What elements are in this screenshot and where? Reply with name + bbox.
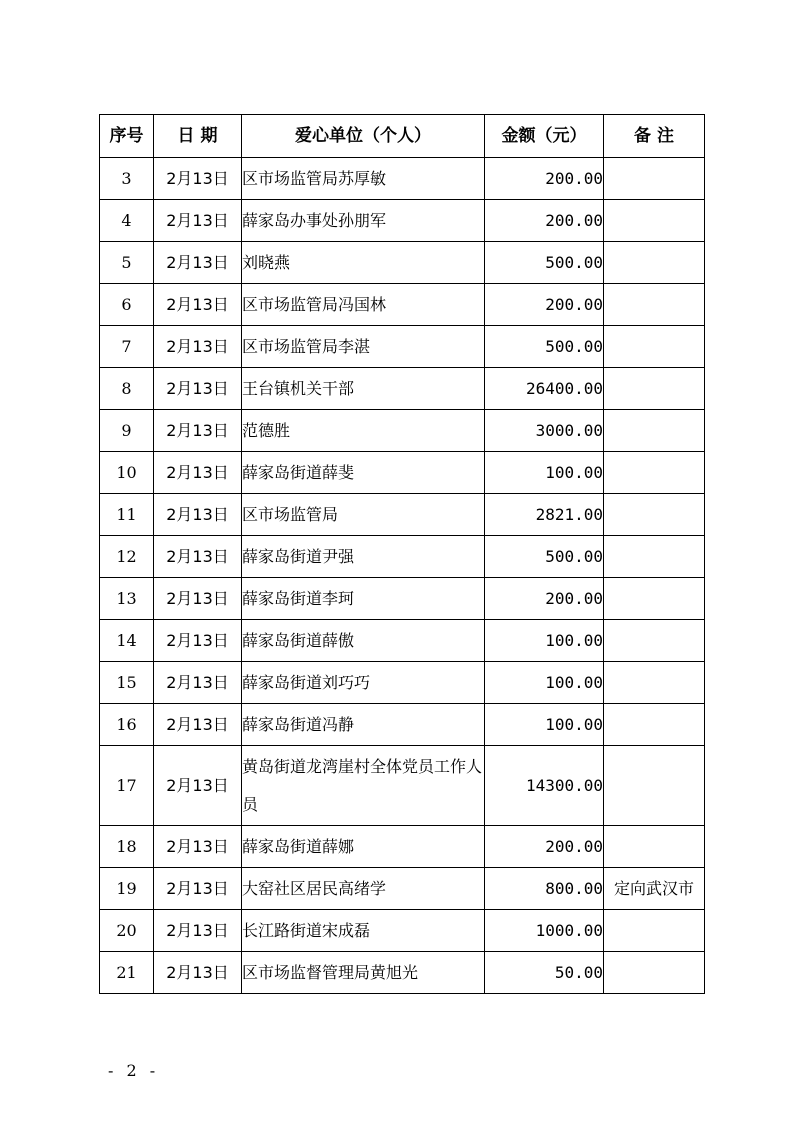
cell-amount: 50.00 bbox=[485, 952, 604, 994]
table-row bbox=[100, 704, 705, 746]
cell-no: 18 bbox=[100, 826, 154, 868]
cell-note bbox=[604, 578, 705, 620]
cell-unit: 区市场监管局苏厚敏 bbox=[242, 158, 485, 200]
cell-date: 2月13日 bbox=[154, 494, 242, 536]
table-row bbox=[100, 536, 705, 578]
cell-amount: 100.00 bbox=[485, 704, 604, 746]
table-row bbox=[100, 746, 705, 826]
cell-amount: 500.00 bbox=[485, 536, 604, 578]
cell-amount: 500.00 bbox=[485, 242, 604, 284]
cell-no: 13 bbox=[100, 578, 154, 620]
cell-date: 2月13日 bbox=[154, 200, 242, 242]
cell-date: 2月13日 bbox=[154, 410, 242, 452]
cell-note bbox=[604, 494, 705, 536]
cell-amount: 200.00 bbox=[485, 578, 604, 620]
table-row bbox=[100, 578, 705, 620]
cell-no: 16 bbox=[100, 704, 154, 746]
cell-unit: 刘晓燕 bbox=[242, 242, 485, 284]
cell-date: 2月13日 bbox=[154, 158, 242, 200]
cell-amount: 500.00 bbox=[485, 326, 604, 368]
cell-unit: 范德胜 bbox=[242, 410, 485, 452]
cell-unit: 长江路街道宋成磊 bbox=[242, 910, 485, 952]
cell-date: 2月13日 bbox=[154, 910, 242, 952]
table-row bbox=[100, 368, 705, 410]
cell-date: 2月13日 bbox=[154, 746, 242, 826]
cell-no: 14 bbox=[100, 620, 154, 662]
cell-note bbox=[604, 620, 705, 662]
table-row bbox=[100, 826, 705, 868]
cell-date: 2月13日 bbox=[154, 536, 242, 578]
cell-date: 2月13日 bbox=[154, 368, 242, 410]
cell-note bbox=[604, 326, 705, 368]
cell-no: 3 bbox=[100, 158, 154, 200]
cell-amount: 200.00 bbox=[485, 200, 604, 242]
cell-no: 12 bbox=[100, 536, 154, 578]
cell-amount: 100.00 bbox=[485, 662, 604, 704]
donation-table bbox=[99, 114, 705, 994]
table-row bbox=[100, 284, 705, 326]
cell-unit: 薛家岛街道薛娜 bbox=[242, 826, 485, 868]
cell-date: 2月13日 bbox=[154, 952, 242, 994]
cell-unit: 区市场监管局冯国林 bbox=[242, 284, 485, 326]
cell-note bbox=[604, 200, 705, 242]
table-row bbox=[100, 868, 705, 910]
cell-unit-text: 黄岛街道龙湾崖村全体党员工作人员 bbox=[242, 756, 483, 814]
cell-note bbox=[604, 536, 705, 578]
cell-amount: 100.00 bbox=[485, 452, 604, 494]
cell-amount: 26400.00 bbox=[485, 368, 604, 410]
cell-no: 19 bbox=[100, 868, 154, 910]
cell-unit: 区市场监管局李湛 bbox=[242, 326, 485, 368]
cell-note bbox=[604, 452, 705, 494]
cell-amount: 200.00 bbox=[485, 826, 604, 868]
cell-amount: 2821.00 bbox=[485, 494, 604, 536]
cell-unit: 薛家岛办事处孙朋军 bbox=[242, 200, 485, 242]
cell-note bbox=[604, 158, 705, 200]
cell-note bbox=[604, 704, 705, 746]
table-row bbox=[100, 494, 705, 536]
cell-date: 2月13日 bbox=[154, 578, 242, 620]
cell-unit: 王台镇机关干部 bbox=[242, 368, 485, 410]
cell-no: 5 bbox=[100, 242, 154, 284]
table-row bbox=[100, 952, 705, 994]
table-row bbox=[100, 242, 705, 284]
cell-note bbox=[604, 284, 705, 326]
cell-no: 4 bbox=[100, 200, 154, 242]
cell-unit: 薛家岛街道冯静 bbox=[242, 704, 485, 746]
table-row bbox=[100, 910, 705, 952]
header-no: 序号 bbox=[100, 115, 154, 158]
cell-amount: 200.00 bbox=[485, 158, 604, 200]
cell-no: 8 bbox=[100, 368, 154, 410]
table-row bbox=[100, 410, 705, 452]
cell-unit: 薛家岛街道刘巧巧 bbox=[242, 662, 485, 704]
cell-amount: 800.00 bbox=[485, 868, 604, 910]
cell-unit: 大窑社区居民高绪学 bbox=[242, 868, 485, 910]
cell-note bbox=[604, 410, 705, 452]
table-row bbox=[100, 158, 705, 200]
cell-no: 21 bbox=[100, 952, 154, 994]
table-row bbox=[100, 200, 705, 242]
cell-note bbox=[604, 242, 705, 284]
table-row bbox=[100, 452, 705, 494]
cell-date: 2月13日 bbox=[154, 326, 242, 368]
cell-no: 17 bbox=[100, 746, 154, 826]
cell-date: 2月13日 bbox=[154, 868, 242, 910]
header-note: 备 注 bbox=[604, 115, 705, 158]
cell-note bbox=[604, 662, 705, 704]
cell-note: 定向武汉市 bbox=[604, 868, 705, 910]
cell-amount: 3000.00 bbox=[485, 410, 604, 452]
cell-no: 6 bbox=[100, 284, 154, 326]
cell-amount: 200.00 bbox=[485, 284, 604, 326]
cell-note bbox=[604, 826, 705, 868]
cell-unit: 区市场监管局 bbox=[242, 494, 485, 536]
cell-note bbox=[604, 368, 705, 410]
cell-no: 10 bbox=[100, 452, 154, 494]
table-row bbox=[100, 620, 705, 662]
cell-date: 2月13日 bbox=[154, 662, 242, 704]
header-unit: 爱心单位（个人） bbox=[242, 115, 485, 158]
cell-no: 11 bbox=[100, 494, 154, 536]
cell-date: 2月13日 bbox=[154, 826, 242, 868]
cell-date: 2月13日 bbox=[154, 620, 242, 662]
cell-unit: 薛家岛街道薛傲 bbox=[242, 620, 485, 662]
cell-amount: 1000.00 bbox=[485, 910, 604, 952]
cell-unit: 区市场监督管理局黄旭光 bbox=[242, 952, 485, 994]
cell-date: 2月13日 bbox=[154, 452, 242, 494]
cell-date: 2月13日 bbox=[154, 284, 242, 326]
cell-note bbox=[604, 746, 705, 826]
header-date: 日 期 bbox=[154, 115, 242, 158]
table-row bbox=[100, 662, 705, 704]
cell-note bbox=[604, 952, 705, 994]
cell-note bbox=[604, 910, 705, 952]
cell-unit: 薛家岛街道尹强 bbox=[242, 536, 485, 578]
header-amount: 金额（元） bbox=[485, 115, 604, 158]
page-number: - 2 - bbox=[108, 1061, 160, 1080]
cell-amount: 14300.00 bbox=[485, 746, 604, 826]
cell-no: 15 bbox=[100, 662, 154, 704]
cell-no: 9 bbox=[100, 410, 154, 452]
table-header-row bbox=[100, 115, 705, 158]
cell-unit: 薛家岛街道李珂 bbox=[242, 578, 485, 620]
cell-date: 2月13日 bbox=[154, 242, 242, 284]
cell-unit bbox=[242, 746, 485, 826]
cell-amount: 100.00 bbox=[485, 620, 604, 662]
cell-date: 2月13日 bbox=[154, 704, 242, 746]
table-row bbox=[100, 326, 705, 368]
cell-unit: 薛家岛街道薛斐 bbox=[242, 452, 485, 494]
cell-no: 7 bbox=[100, 326, 154, 368]
cell-no: 20 bbox=[100, 910, 154, 952]
